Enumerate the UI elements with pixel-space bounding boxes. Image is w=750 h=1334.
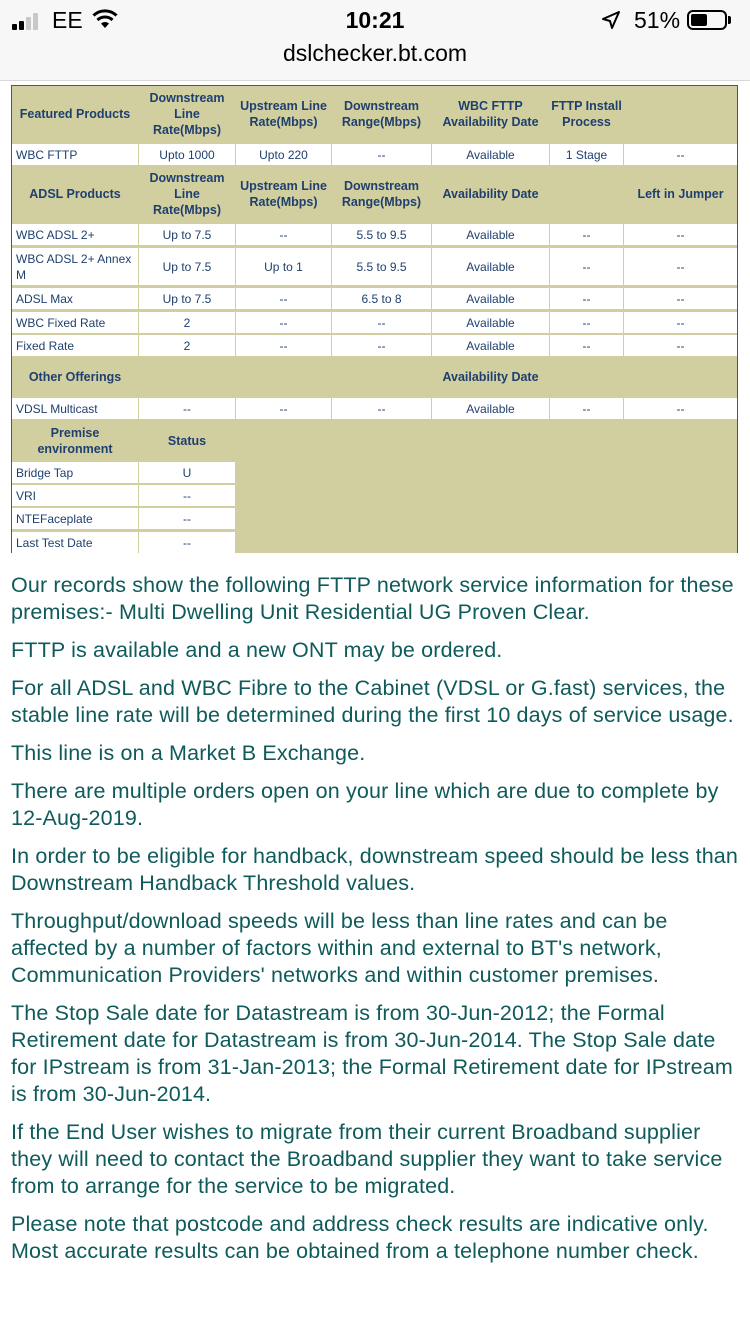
table-cell: Up to 1 bbox=[236, 248, 331, 285]
table-cell: -- bbox=[550, 248, 623, 285]
table-cell: Available bbox=[432, 224, 549, 245]
premise-status-cell: -- bbox=[139, 485, 235, 506]
table-row bbox=[12, 312, 737, 333]
table-cell: Upto 220 bbox=[236, 144, 331, 165]
location-arrow-icon bbox=[601, 10, 621, 30]
table-row bbox=[12, 288, 737, 309]
table-header-cell: Availability Date bbox=[442, 187, 539, 201]
table-cell: -- bbox=[550, 312, 623, 333]
table-cell: 1 Stage bbox=[550, 144, 623, 165]
table-cell: -- bbox=[550, 398, 623, 419]
table-row bbox=[12, 532, 737, 553]
table-cell: -- bbox=[139, 398, 235, 419]
product-name-cell: WBC ADSL 2+ bbox=[12, 224, 138, 245]
table-cell: -- bbox=[550, 224, 623, 245]
table-cell: Available bbox=[432, 312, 549, 333]
table-row bbox=[12, 335, 737, 356]
table-cell: -- bbox=[624, 224, 737, 245]
table-row bbox=[12, 485, 737, 506]
table-header-cell: Upstream Line Rate(Mbps) bbox=[240, 99, 327, 129]
browser-status-bar bbox=[0, 0, 750, 81]
table-cell: -- bbox=[236, 312, 331, 333]
table-header-cell: Downstream Range(Mbps) bbox=[341, 179, 422, 209]
table-cell: Up to 7.5 bbox=[139, 288, 235, 309]
product-name-cell: Fixed Rate bbox=[12, 335, 138, 356]
info-paragraph: Throughput/download speeds will be less than line rates and can be affected by a number of factors within and external to BT's network, Communication Providers' networks and within customer premises. bbox=[11, 909, 668, 987]
table-cell: -- bbox=[624, 312, 737, 333]
info-paragraph: Please note that postcode and address check results are indicative only. Most accurate results can be obtained from a telephone number check. bbox=[11, 1212, 709, 1263]
table-header-cell: Left in Jumper bbox=[637, 187, 724, 201]
info-paragraph: If the End User wishes to migrate from their current Broadband supplier they will need to contact the Broadband supplier they want to take service from to arrange for the service to be migrated. bbox=[11, 1120, 723, 1198]
table-header-cell bbox=[550, 167, 623, 221]
info-paragraph: Our records show the following FTTP network service information for these premises:- Multi Dwelling Unit Residential UG Proven Clear. bbox=[11, 573, 734, 624]
table-cell: -- bbox=[236, 288, 331, 309]
product-name-cell: ADSL Max bbox=[12, 288, 138, 309]
table-header-cell: WBC FTTP Availability Date bbox=[442, 99, 539, 129]
address-bar-url[interactable]: dslchecker.bt.com bbox=[282, 40, 468, 66]
table-cell: Available bbox=[432, 335, 549, 356]
premise-status-cell: -- bbox=[139, 508, 235, 529]
table-cell: -- bbox=[624, 335, 737, 356]
table-cell: 6.5 to 8 bbox=[332, 288, 431, 309]
table-header-cell: ADSL Products bbox=[29, 187, 121, 201]
featured-products-header bbox=[12, 86, 737, 142]
table-cell: Available bbox=[432, 248, 549, 285]
info-paragraph: For all ADSL and WBC Fibre to the Cabinet (VDSL or G.fast) services, the stable line rate will be determined during the first 10 days of service usage. bbox=[11, 676, 734, 727]
table-header-cell: FTTP Install Process bbox=[551, 99, 622, 129]
table-cell: Upto 1000 bbox=[139, 144, 235, 165]
table-cell: -- bbox=[332, 144, 431, 165]
premise-status-cell: U bbox=[139, 462, 235, 483]
table-cell: Up to 7.5 bbox=[139, 248, 235, 285]
table-header-cell: Downstream Line Rate(Mbps) bbox=[149, 91, 225, 137]
battery-percent: 51% bbox=[634, 7, 681, 33]
table-cell: -- bbox=[332, 398, 431, 419]
table-row bbox=[12, 224, 737, 245]
other-offerings-header bbox=[12, 358, 737, 396]
table-header-cell: Upstream Line Rate(Mbps) bbox=[240, 179, 327, 209]
table-cell: -- bbox=[236, 398, 331, 419]
premise-status-cell: -- bbox=[139, 532, 235, 553]
battery-cap bbox=[728, 16, 731, 24]
table-header-cell bbox=[236, 358, 331, 396]
table-header-cell: Downstream Line Rate(Mbps) bbox=[149, 171, 225, 217]
info-paragraph: In order to be eligible for handback, downstream speed should be less than Downstream Handback Threshold values. bbox=[11, 844, 739, 895]
table-header-cell bbox=[624, 86, 737, 142]
info-paragraph: This line is on a Market B Exchange. bbox=[11, 741, 366, 765]
service-information bbox=[11, 572, 739, 1276]
table-cell: Available bbox=[432, 398, 549, 419]
table-header-cell: Other Offerings bbox=[28, 370, 122, 384]
table-cell: -- bbox=[236, 335, 331, 356]
product-name-cell: WBC ADSL 2+ Annex M bbox=[12, 248, 138, 285]
table-cell: -- bbox=[624, 288, 737, 309]
table-cell: -- bbox=[236, 224, 331, 245]
table-cell: -- bbox=[332, 312, 431, 333]
table-header-cell: Downstream Range(Mbps) bbox=[341, 99, 422, 129]
info-paragraph: The Stop Sale date for Datastream is from 30-Jun-2012; the Formal Retirement date for Datastream is from 30-Jun-2014. The Stop Sale date for IPstream is from 31-Jan-2013; the Formal Retirement date for IPstream is from 30-Jun-2014. bbox=[11, 1001, 733, 1106]
table-cell: -- bbox=[624, 398, 737, 419]
table-cell: Up to 7.5 bbox=[139, 224, 235, 245]
premise-name-cell: Last Test Date bbox=[12, 532, 138, 553]
table-row bbox=[12, 144, 737, 165]
info-paragraph: FTTP is available and a new ONT may be ordered. bbox=[11, 638, 503, 662]
product-name-cell: WBC FTTP bbox=[12, 144, 138, 165]
table-header-cell bbox=[139, 358, 235, 396]
table-header-cell: Availability Date bbox=[442, 370, 539, 384]
table-cell: -- bbox=[332, 335, 431, 356]
table-cell: -- bbox=[624, 248, 737, 285]
table-cell: Available bbox=[432, 144, 549, 165]
table-header-cell bbox=[624, 358, 737, 396]
table-row bbox=[12, 248, 737, 285]
clock: 10:21 bbox=[345, 7, 405, 33]
results-table bbox=[11, 85, 738, 553]
table-cell: Available bbox=[432, 288, 549, 309]
table-row bbox=[12, 508, 737, 529]
table-cell: 5.5 to 9.5 bbox=[332, 224, 431, 245]
premise-environment-header bbox=[12, 422, 737, 460]
carrier-name: EE bbox=[52, 7, 83, 33]
table-cell: 5.5 to 9.5 bbox=[332, 248, 431, 285]
premise-name-cell: Bridge Tap bbox=[12, 462, 138, 483]
info-paragraph: There are multiple orders open on your line which are due to complete by 12-Aug-2019. bbox=[11, 779, 719, 830]
table-row bbox=[12, 398, 737, 419]
premise-name-cell: VRI bbox=[12, 485, 138, 506]
table-row bbox=[12, 462, 737, 483]
product-name-cell: WBC Fixed Rate bbox=[12, 312, 138, 333]
table-cell: 2 bbox=[139, 312, 235, 333]
premise-name-cell: NTEFaceplate bbox=[12, 508, 138, 529]
table-header-cell bbox=[332, 358, 431, 396]
table-cell: -- bbox=[624, 144, 737, 165]
table-header-cell: Premise environment bbox=[37, 426, 113, 456]
table-header-cell: Featured Products bbox=[19, 107, 131, 121]
table-cell: -- bbox=[550, 335, 623, 356]
battery-icon bbox=[687, 10, 727, 30]
table-cell: -- bbox=[550, 288, 623, 309]
table-header-cell bbox=[550, 358, 623, 396]
product-name-cell: VDSL Multicast bbox=[12, 398, 138, 419]
table-header-cell: Status bbox=[167, 434, 207, 448]
table-cell: 2 bbox=[139, 335, 235, 356]
adsl-products-header bbox=[12, 167, 737, 221]
